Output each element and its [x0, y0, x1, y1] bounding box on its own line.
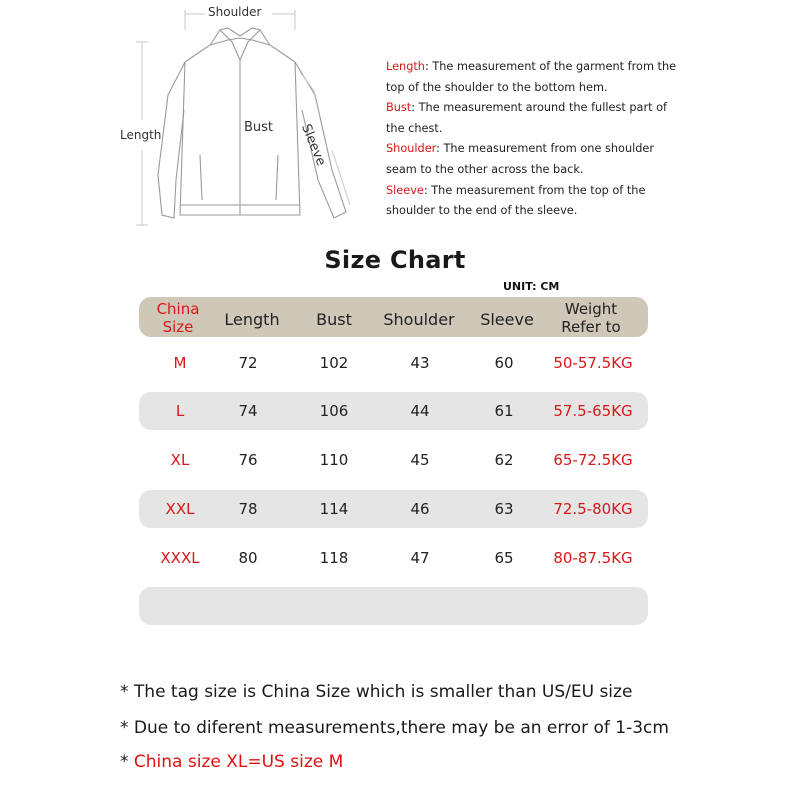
cell-bust: 118	[319, 549, 349, 567]
header-china-size: China Size	[156, 300, 200, 336]
unit-label: UNIT: CM	[503, 280, 560, 293]
cell-sleeve: 60	[494, 354, 514, 372]
cell-size: M	[173, 354, 187, 372]
cell-shoulder: 45	[410, 451, 430, 469]
measurement-definitions	[386, 57, 686, 222]
length-label: Length	[120, 128, 162, 142]
cell-shoulder: 47	[410, 549, 430, 567]
note-measurement-error: * Due to diferent measurements,there may be an error of 1-3cm	[120, 718, 669, 738]
cell-length: 80	[238, 549, 258, 567]
definition-bust: Bust: The measurement around the fullest part of the chest.	[386, 101, 667, 135]
jacket-diagram	[110, 0, 380, 235]
cell-shoulder: 43	[410, 354, 430, 372]
cell-size: XXXL	[160, 549, 200, 567]
cell-sleeve: 65	[494, 549, 514, 567]
cell-sleeve: 62	[494, 451, 514, 469]
definition-length: Length: The measurement of the garment from the top of the shoulder to the bottom hem.	[386, 60, 677, 94]
cell-weight: 50-57.5KG	[553, 354, 633, 372]
shoulder-label: Shoulder	[208, 5, 262, 19]
cell-weight: 57.5-65KG	[553, 402, 633, 420]
definition-shoulder: Shoulder: The measurement from one shoulder seam to the other across the back.	[386, 142, 655, 176]
header-length: Length	[224, 310, 280, 329]
header-shoulder: Shoulder	[383, 310, 455, 329]
cell-length: 76	[238, 451, 258, 469]
cell-weight: 65-72.5KG	[553, 451, 633, 469]
cell-size: L	[175, 402, 185, 420]
cell-sleeve: 63	[494, 500, 514, 518]
cell-bust: 110	[319, 451, 349, 469]
cell-shoulder: 46	[410, 500, 430, 518]
cell-size: XL	[170, 451, 190, 469]
cell-shoulder: 44	[410, 402, 430, 420]
cell-bust: 114	[319, 500, 349, 518]
cell-sleeve: 61	[494, 402, 514, 420]
cell-bust: 106	[319, 402, 349, 420]
definition-sleeve: Sleeve: The measurement from the top of the shoulder to the end of the sleeve.	[386, 183, 646, 218]
bust-label: Bust	[244, 120, 274, 135]
cell-weight: 72.5-80KG	[553, 500, 633, 518]
cell-length: 74	[238, 402, 258, 420]
header-bust: Bust	[316, 310, 352, 329]
row-band-empty	[139, 587, 648, 625]
cell-length: 78	[238, 500, 258, 518]
cell-bust: 102	[319, 354, 349, 372]
sleeve-label: Sleeve	[298, 122, 329, 169]
cell-weight: 80-87.5KG	[553, 549, 633, 567]
header-sleeve: Sleeve	[480, 310, 534, 329]
cell-size: XXL	[165, 500, 195, 518]
header-weight: Weight Refer to	[561, 300, 621, 336]
note-tag-size: * The tag size is China Size which is smaller than US/EU size	[120, 682, 633, 702]
jacket-outline-icon	[110, 0, 380, 235]
size-chart-title: Size Chart	[324, 246, 466, 274]
cell-length: 72	[238, 354, 258, 372]
note-size-conversion: * China size XL=US size M	[120, 752, 344, 772]
